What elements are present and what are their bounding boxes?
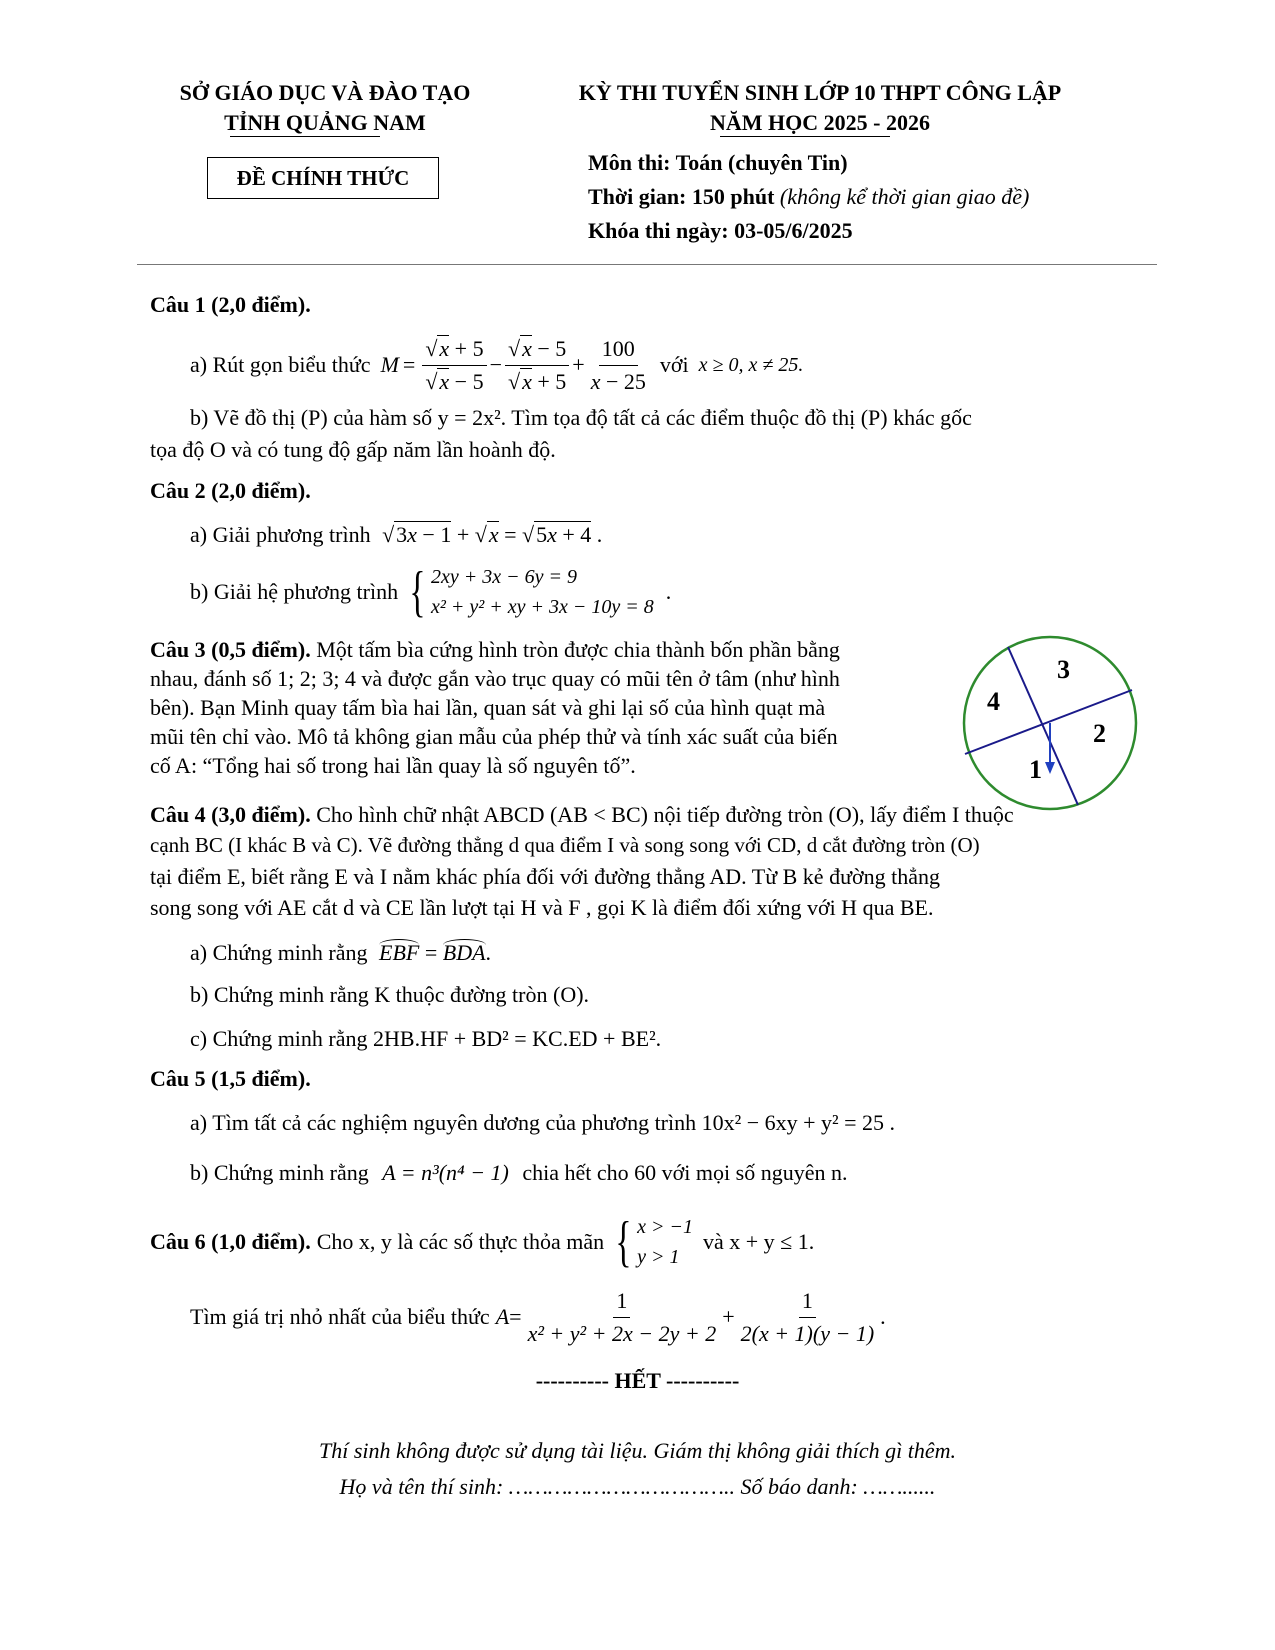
q2-a-prefix: a) Giải phương trình xyxy=(190,522,371,547)
q4-line4: song song với AE cắt d và CE lần lượt tại H và F , gọi K là điểm đối xứng với H qua BE. xyxy=(150,895,934,920)
q6-line2: Tìm giá trị nhỏ nhất của biểu thức A = $\frac{1}{\text{x² + y² + 2x − 2y + 2}}$ + $\frac{1}{2(x + 1)(y - 1)}$ . xyxy=(190,1287,886,1346)
exam-line1: KỲ THI TUYỂN SINH LỚP 10 THPT CÔNG LẬP xyxy=(578,80,1062,105)
sector-label-3: 3 xyxy=(1057,655,1070,684)
q1-frac1: $\frac{√x + 5}{√x - 5}$ xyxy=(422,336,486,395)
q3-line3: bên). Bạn Minh quay tấm bìa hai lần, quan sát và ghi lại số của hình quạt mà xyxy=(150,695,826,720)
q1-b-line2: tọa độ O và có tung độ gấp năm lần hoành độ. xyxy=(150,437,556,462)
q5-b-suffix: chia hết cho 60 với mọi số nguyên n. xyxy=(522,1160,848,1185)
q6-text1: Cho x, y là các số thực thỏa mãn xyxy=(316,1229,605,1254)
sector-label-4: 4 xyxy=(987,687,1000,716)
q4-line3: tại điểm E, biết rằng E và I nằm khác phía đối với đường thẳng AD. Từ B kẻ đường thẳng xyxy=(150,864,941,889)
q2-b-prefix: b) Giải hệ phương trình xyxy=(190,579,399,604)
q6-text2: và x + y ≤ 1. xyxy=(702,1229,815,1254)
exam-line2: NĂM HỌC 2025 - 2026 xyxy=(710,110,930,135)
q5-part-a: a) Tìm tất cả các nghiệm nguyên dương của phương trình 10x² − 6xy + y² = 25 . xyxy=(190,1110,896,1135)
q4-title: Câu 4 (3,0 điểm). xyxy=(150,802,311,827)
q4-line2: cạnh BC (I khác B và C). Vẽ đường thẳng d qua điểm I và song song với CD, d cắt đường tròn (O) xyxy=(150,833,980,857)
dept-underline xyxy=(230,136,380,137)
q4-angle-bda: BDA xyxy=(442,940,486,965)
q4-part-a: a) Chứng minh rằng EBF = BDA. xyxy=(190,940,492,965)
q4-angle-ebf: EBF xyxy=(379,940,420,965)
q3-line2: nhau, đánh số 1; 2; 3; 4 và được gắn vào trục quay có mũi tên ở tâm (như hình xyxy=(150,666,840,691)
q2-part-b: b) Giải hệ phương trình { 2xy + 3x − 6y = 9 x² + y² + xy + 3x − 10y = 8 . xyxy=(190,561,672,623)
q6-frac2-den: 2(x + 1)(y − 1) xyxy=(740,1320,875,1346)
spinner-arrowhead xyxy=(1045,762,1055,774)
q6-frac1-den: x² + y² + 2x − 2y + 2 xyxy=(527,1320,717,1346)
q2-eq2: x² + y² + xy + 3x − 10y = 8 xyxy=(430,596,654,618)
q4-a-prefix: a) Chứng minh rằng xyxy=(190,940,368,965)
department-line1: SỞ GIÁO DỤC VÀ ĐÀO TẠO xyxy=(179,80,471,105)
footer-candidate: Họ và tên thí sinh: …………………………….. Số báo danh: ……...... xyxy=(339,1474,936,1499)
q1-part-a: a) Rút gọn biểu thức M = $\frac{√x + 5}{√x - 5}$ − $\frac{√x - 5}{√x + 5}$ + $\frac{100}{x - 25}$ với x ≥ 0, x ≠ 25. xyxy=(190,335,804,394)
q2-system: { 2xy + 3x − 6y = 9 x² + y² + xy + 3x − 10y = 8 xyxy=(409,561,654,623)
q1-frac3: $\frac{100}{x - 25}$ xyxy=(590,335,646,394)
department-line2: TỈNH QUẢNG NAM xyxy=(224,110,426,135)
q2-eq1: 2xy + 3x − 6y = 9 xyxy=(430,566,577,588)
q5-b-prefix: b) Chứng minh rằng xyxy=(190,1160,369,1185)
q4-part-b: b) Chứng minh rằng K thuộc đường tròn (O). xyxy=(190,982,590,1007)
q3-line4: mũi tên chỉ vào. Mô tả không gian mẫu của phép thử và tính xác suất của biến xyxy=(150,724,838,749)
q6-title: Câu 6 (1,0 điểm). xyxy=(150,1229,311,1254)
q2-part-a: a) Giải phương trình √3x − 1 + √x = √5x + 4 . xyxy=(190,522,603,547)
exam-header xyxy=(520,78,1120,138)
q5-title: Câu 5 (1,5 điểm). xyxy=(150,1066,311,1091)
q1-frac2: $\frac{√x - 5}{√x + 5}$ xyxy=(505,336,569,395)
exam-time-bold: Thời gian: 150 phút xyxy=(588,184,775,209)
department-header xyxy=(140,78,510,138)
footer-note: Thí sinh không được sử dụng tài liệu. Giám thị không giải thích gì thêm. xyxy=(318,1438,957,1463)
q1-title: Câu 1 (2,0 điểm). xyxy=(150,292,311,317)
q3-line1 xyxy=(150,637,840,663)
q6-cond1: x > −1 xyxy=(637,1216,693,1238)
q5-b-math: A = n³(n⁴ − 1) xyxy=(382,1160,509,1185)
q3-line5: cố A: “Tổng hai số trong hai lần quay là số nguyên tố”. xyxy=(150,753,636,778)
spinner-figure xyxy=(955,628,1145,818)
exam-subject: Môn thi: Toán (chuyên Tin) xyxy=(588,150,848,175)
q1-a-condition: x ≥ 0, x ≠ 25. xyxy=(698,353,804,376)
sector-label-1: 1 xyxy=(1029,755,1042,784)
exam-time xyxy=(588,184,1029,210)
q6-text3: Tìm giá trị nhỏ nhất của biểu thức xyxy=(190,1304,490,1329)
q1-b-line1: b) Vẽ đồ thị (P) của hàm số y = 2x². Tìm tọa độ tất cả các điểm thuộc đồ thị (P) khác gốc xyxy=(190,405,972,430)
q1-a-prefix: a) Rút gọn biểu thức xyxy=(190,352,371,377)
exam-underline xyxy=(720,136,890,137)
q4-line1 xyxy=(150,802,1014,828)
q6-frac1-num: 1 xyxy=(613,1288,630,1318)
q6-frac2-num: 1 xyxy=(799,1288,816,1318)
q5-part-b xyxy=(190,1160,847,1186)
q6-cond2: y > 1 xyxy=(637,1246,680,1268)
exam-time-note: (không kể thời gian giao đề) xyxy=(779,184,1030,209)
q6-frac2 xyxy=(738,1288,878,1347)
header-divider xyxy=(137,264,1157,265)
q6-conditions: { x > −1 y > 1 xyxy=(615,1211,693,1273)
official-badge: ĐỀ CHÍNH THỨC xyxy=(207,157,439,199)
q6-frac1 xyxy=(525,1288,720,1347)
exam-date: Khóa thi ngày: 03-05/6/2025 xyxy=(588,218,853,243)
q4-part-c: c) Chứng minh rằng 2HB.HF + BD² = KC.ED + BE². xyxy=(190,1026,662,1051)
end-marker: ---------- HẾT ---------- xyxy=(535,1368,740,1393)
q1-a-suffix: với xyxy=(659,352,689,377)
q3-text1: Một tấm bìa cứng hình tròn được chia thành bốn phần bằng xyxy=(316,637,840,662)
q3-title: Câu 3 (0,5 điểm). xyxy=(150,637,311,662)
q6-line1 xyxy=(150,1210,814,1274)
sector-label-2: 2 xyxy=(1093,719,1106,748)
q2-title: Câu 2 (2,0 điểm). xyxy=(150,478,311,503)
q4-text1: Cho hình chữ nhật ABCD (AB < BC) nội tiếp đường tròn (O), lấy điểm I thuộc xyxy=(316,802,1014,827)
